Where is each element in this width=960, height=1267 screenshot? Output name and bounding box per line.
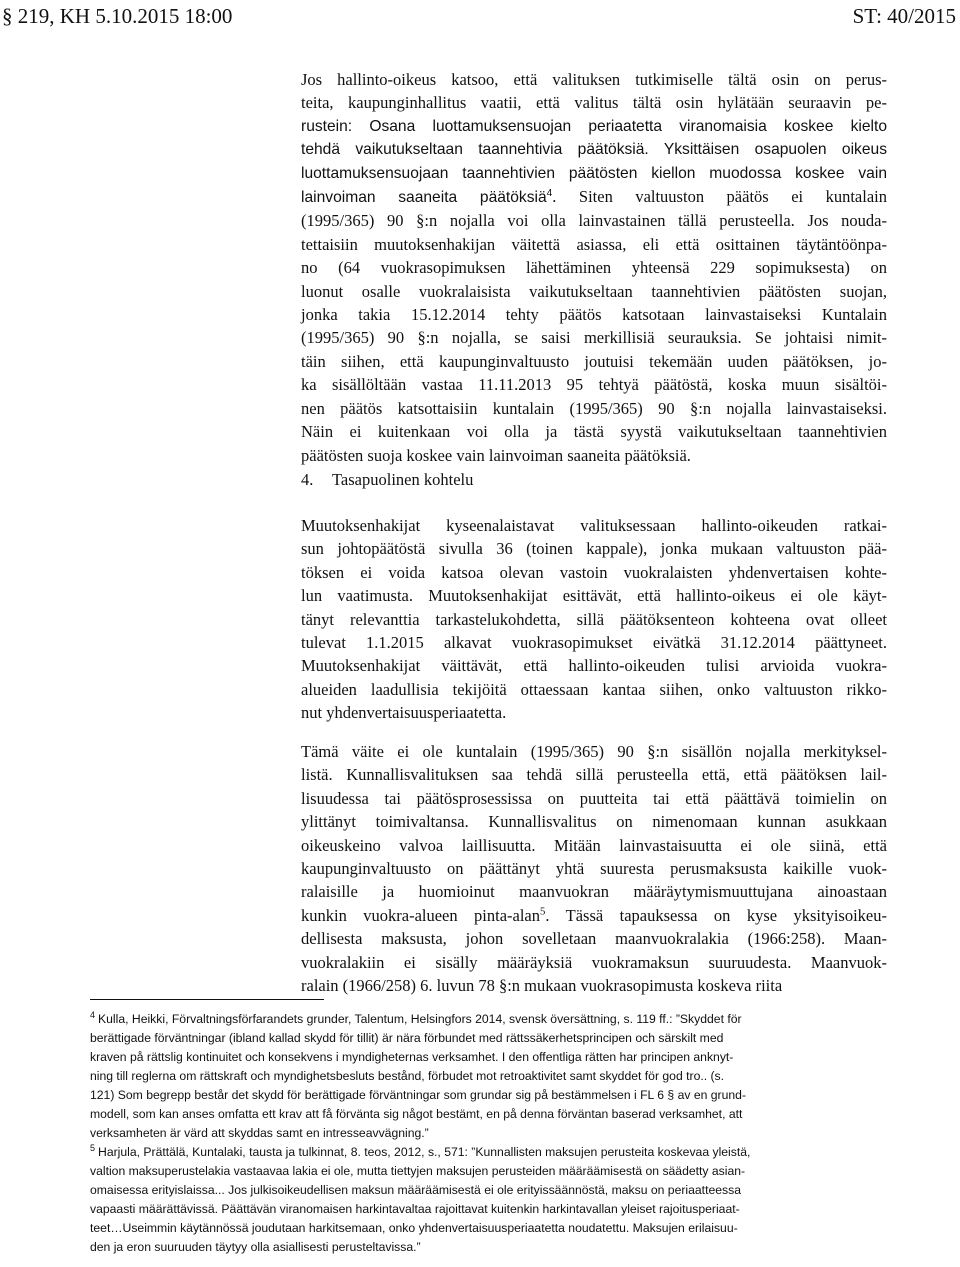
paragraph-2 <box>301 514 887 725</box>
text-line: täin siihen, että kaupunginvaltuusto joutuisi tekemään uuden päätöksen, jo- <box>301 351 887 371</box>
footnote-5-line: vapaasti määrättävissä. Päättävän viranomaisen harkintavaltaa rajoittavat kuitenkin harkintavallan yleiset rajoitusperiaat- <box>90 1202 740 1216</box>
paragraph-1 <box>301 68 887 467</box>
text-line: tettaisiin muutoksenhakijan väitettä asiassa, eli että osittainen täytäntöönpa- <box>301 234 887 254</box>
text-line: (1995/365) 90 §:n nojalla, se saisi merkillisiä seurauksia. Se johtaisi nimit- <box>301 328 887 348</box>
text-line: tänyt relevanttia tarkastelukohdetta, sillä päätöksenteon kohteena ovat olleet <box>301 609 887 629</box>
section-title: Tasapuolinen kohtelu <box>332 470 474 489</box>
footnote-5-line: valtion maksuperustelakia vastaavaa lakia ei ole, mutta tiettyjen maksujen perusteiden määräämisestä on säädetty asian- <box>90 1164 746 1178</box>
footnote-text: Harjula, Prättälä, Kuntalaki, tausta ja tulkinnat, 8. teos, 2012, s., 571: ”Kunnallisten maksujen perusteita koskevaa yleistä, <box>98 1145 751 1159</box>
text-line: päätösten suoja koskee vain lainvoiman saaneita päätöksiä. <box>301 445 691 465</box>
section-number: 4. <box>301 470 314 489</box>
text-line: rustein: Osana luottamuksensuojan periaatetta viranomaisia koskee kielto <box>301 117 887 135</box>
footnote-5-line <box>90 1143 890 1162</box>
footnote-4-mark: 4 <box>90 1009 96 1020</box>
text-line: tehdä vaikutukseltaan taannehtivia päätöksiä. Yksittäisen osapuolen oikeus <box>301 141 887 159</box>
text-line: ylittänyt toimivaltansa. Kunnallisvalitus on nimenomaan kunnan asukkaan <box>301 812 887 832</box>
text-line: oikeuskeino valvoa laillisuutta. Mitään lainvastaisuutta ei ole siinä, että <box>301 835 887 855</box>
footnote-4-line: 121) Som begrepp består det skydd för berättigade förväntningar som grundar sig på bestämmelsen i FL 6 § av en grund- <box>90 1088 747 1102</box>
footnote-4-line: ning till reglerna om rättskraft och myndighetsbesluts bestånd, förbudet mot retroaktivitet samt skyddet för god tro.. (s. <box>90 1069 725 1083</box>
text-line: nen päätös katsottaisiin kuntalain (1995/365) 90 §:n nojalla lainvastaiseksi. <box>301 398 887 418</box>
header-page-number: ST: 40/2015 <box>852 4 956 28</box>
text-line: sun johtopäätöstä sivulla 36 (toinen kappale), jonka mukaan valtuuston pää- <box>301 539 887 559</box>
text-line: kaupunginvaltuusto on päättänyt yhtä suuresta perusmaksusta kaikille vuok- <box>301 859 887 879</box>
text-line: lisuudessa tai päätösprosessissa on puutteita tai että päättävä toimielin on <box>301 788 887 808</box>
footnotes <box>90 1010 890 1257</box>
text-line: ka sisällöltään vastaa 11.11.2013 95 tehtyä päätöstä, koska muun sisältöi- <box>301 375 887 395</box>
footnote-4-line: verksamheten är värd att skyddas samt en intresseavvägning.” <box>90 1126 429 1140</box>
text-line: ralain (1966/258) 6. luvun 78 §:n mukaan vuokrasopimusta koskeva riita <box>301 976 783 996</box>
footnote-ref-4[interactable]: 4 <box>546 187 553 199</box>
footnote-4-line <box>90 1010 890 1029</box>
footnote-5-line: teet…Useimmin käytännössä joudutaan harkitsemaan, onko yhdenvertaisuusperiaatetta noudatettu. Maksujen erilaisuu- <box>90 1221 738 1235</box>
text-line <box>301 185 887 209</box>
footnote-5-mark: 5 <box>90 1142 96 1153</box>
text-line: listä. Kunnallisvalituksen saa tehdä sillä perusteella että, että päätöksen lail- <box>301 765 887 785</box>
text-line: Tämä väite ei ole kuntalain (1995/365) 90 §:n sisällön nojalla merkityksel- <box>301 742 887 761</box>
text-line: alueiden laadullisia tekijöitä ottaessaan kantaa siihen, onko valtuuston rikko- <box>301 679 887 699</box>
text-line: lun vaatimusta. Muutoksenhakijat esittävät, että hallinto-oikeus ei ole käyt- <box>301 586 887 606</box>
section-heading <box>301 468 473 492</box>
text-segment: . Tässä tapauksessa on kyse yksityisoikeu- <box>545 905 888 925</box>
text-line: luottamuksensuojaan taannehtivien päätösten kiellon muodossa koskee vain <box>301 164 887 182</box>
footnote-ref-5[interactable]: 5 <box>540 905 546 918</box>
paragraph-3 <box>301 740 887 997</box>
text-line: teita, kaupunginhallitus vaatii, että valitus tältä osin hylätään seuraavin pe- <box>301 93 887 113</box>
text-line: vuokralakiin ei sisälly määräyksiä vuokramaksun suuruudesta. Maanvuok- <box>301 952 887 972</box>
text-line: jonka takia 15.12.2014 tehty päätös katsotaan lainvastaiseksi Kuntalain <box>301 305 887 325</box>
text-line: ralaisille ja huomioinut maanvuokran määräytymismuuttujana ainoastaan <box>301 882 887 902</box>
text-segment: . Siten valtuuston päätös ei kuntalain <box>552 187 887 207</box>
text-segment: kunkin vuokra-alueen pinta-alan <box>301 905 541 925</box>
text-segment: lainvoiman saaneita päätöksiä <box>301 189 547 207</box>
header-reference: § 219, KH 5.10.2015 18:00 <box>2 4 233 28</box>
text-line: Näin ei kuitenkaan voi olla ja tästä syystä vaikutukseltaan taannehtivien <box>301 422 887 442</box>
text-line: luonut osalle vuokralaisista vaikutukseltaan taannehtivien päätösten suojan, <box>301 281 887 301</box>
footnote-5-line: den ja eron suuruuden täytyy olla asiallisesti perusteltavissa.” <box>90 1240 421 1254</box>
page-header <box>0 4 960 34</box>
text-line: no (64 vuokrasopimuksen lähettäminen yhteensä 229 sopimuksesta) on <box>301 258 887 278</box>
text-line: töksen ei voida katsoa olevan vastoin vuokralaisten yhdenvertaisen kohte- <box>301 562 887 582</box>
footnote-4-line: berättigade förväntningar (ibland kallad skydd för tillit) är nära förbundet med rättssäkerhetsprincipen och särskilt med <box>90 1031 724 1045</box>
text-line: tulevat 1.1.2015 alkavat vuokrasopimukset eivätkä 31.12.2014 päättyneet. <box>301 633 887 653</box>
text-line: Jos hallinto-oikeus katsoo, että valituksen tutkimiselle tältä osin on perus- <box>301 70 887 89</box>
text-line: (1995/365) 90 §:n nojalla voi olla lainvastainen tällä perusteella. Jos nouda- <box>301 211 887 231</box>
text-line: Muutoksenhakijat väittävät, että hallinto-oikeuden tulisi arvioida vuokra- <box>301 656 887 676</box>
text-line: Muutoksenhakijat kyseenalaistavat valituksessaan hallinto-oikeuden ratkai- <box>301 516 887 535</box>
text-line <box>301 904 887 927</box>
footnote-4-line: modell, som kan anses omfatta ett krav att få förvänta sig något bestämt, en på denna förväntan baserad verksamhet, att <box>90 1107 743 1121</box>
footnote-separator <box>90 999 324 1000</box>
text-line: dellisesta maksusta, johon sovelletaan maanvuokralakia (1966:258). Maan- <box>301 929 887 949</box>
footnote-5-line: omaisessa erityislaissa... Jos julkisoikeudellisen maksun määräämisestä ei ole erityissäännöstä, maksu on periaatteessa <box>90 1183 741 1197</box>
text-line: nut yhdenvertaisuusperiaatetta. <box>301 703 507 723</box>
footnote-text: Kulla, Heikki, Förvaltningsförfarandets grunder, Talentum, Helsingfors 2014, svensk översättning, s. 119 ff.: ”Skyddet för <box>98 1012 742 1026</box>
footnote-4-line: kraven på rättslig kontinuitet och konsekvens i myndigheternas verksamhet. I den offentliga rätten har principen anknyt- <box>90 1050 734 1064</box>
